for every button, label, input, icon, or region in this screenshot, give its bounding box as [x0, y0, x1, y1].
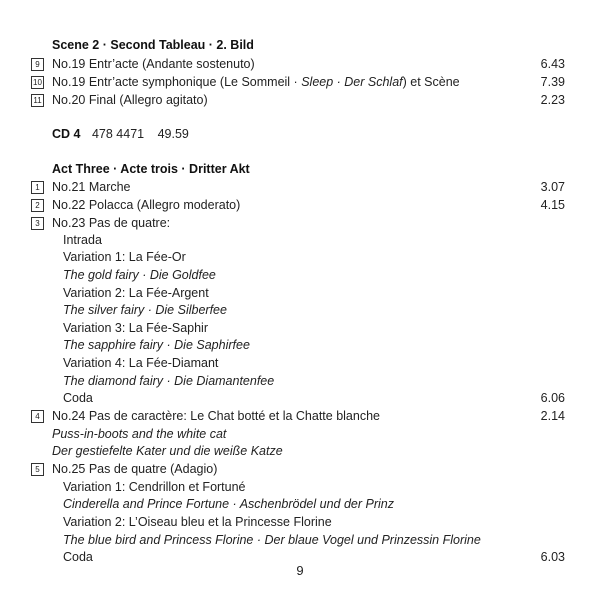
track-row	[0, 178, 600, 196]
movement-translation: The silver fairy · Die Silberfee	[63, 303, 227, 317]
track-row	[0, 460, 600, 478]
track-subline	[0, 495, 600, 513]
movement-translation: The diamond fairy · Die Diamantenfee	[63, 374, 275, 388]
track-row	[0, 91, 600, 109]
track-title: No.19 Entr’acte (Andante sostenuto)	[52, 57, 255, 71]
cd-label: CD 4	[52, 127, 81, 141]
track-title-part: ) et Scène	[402, 75, 460, 89]
movement-line: Coda	[63, 550, 93, 564]
track-duration: 2.23	[540, 93, 565, 107]
track-duration: 6.43	[540, 57, 565, 71]
track-number-box: 5	[31, 463, 44, 476]
track-title: No.21 Marche	[52, 180, 131, 194]
track-duration: 3.07	[540, 180, 565, 194]
track-subline	[0, 531, 600, 549]
track-duration: 4.15	[540, 198, 565, 212]
page-number: 9	[296, 563, 304, 578]
track-row	[0, 55, 600, 73]
movement-line: Variation 2: La Fée-Argent	[63, 286, 209, 300]
track-row	[0, 196, 600, 214]
track-title-italic: Sleep · Der Schlaf	[301, 75, 403, 89]
track-subline	[0, 284, 600, 302]
movement-line: Coda	[63, 391, 93, 405]
track-subline	[0, 389, 600, 407]
track-subline	[0, 336, 600, 354]
track-title: No.25 Pas de quatre (Adagio)	[52, 462, 218, 476]
track-title: No.20 Final (Allegro agitato)	[52, 93, 208, 107]
track-title: No.24 Pas de caractère: Le Chat botté et la Chatte blanche	[52, 409, 380, 423]
track-subline	[0, 319, 600, 337]
track-title	[52, 73, 460, 91]
track-row	[0, 214, 600, 232]
track-duration: 2.14	[540, 409, 565, 423]
movement-translation: The blue bird and Princess Florine · Der blaue Vogel und Prinzessin Florine	[63, 533, 481, 547]
track-subline	[0, 301, 600, 319]
track-row	[0, 73, 600, 91]
track-subline	[0, 266, 600, 284]
movement-line: Variation 4: La Fée-Diamant	[63, 356, 219, 370]
act3-heading: Act Three · Acte trois · Dritter Akt	[52, 162, 250, 176]
track-duration: 6.06	[540, 391, 565, 405]
track-number-box: 11	[31, 94, 44, 107]
movement-line: Variation 1: La Fée-Or	[63, 250, 186, 264]
track-title: No.22 Polacca (Allegro moderato)	[52, 198, 241, 212]
track-subline	[0, 478, 600, 496]
track-number-box: 3	[31, 217, 44, 230]
movement-translation: Cinderella and Prince Fortune · Aschenbrödel und der Prinz	[63, 497, 394, 511]
movement-translation: The gold fairy · Die Goldfee	[63, 268, 216, 282]
movement-line: Intrada	[63, 233, 102, 247]
movement-line: Variation 2: L’Oiseau bleu et la Princesse Florine	[63, 515, 332, 529]
cd-catalog-number: 478 4471	[91, 127, 145, 141]
title-translation: Der gestiefelte Kater und die weiße Katze	[52, 444, 283, 458]
movement-line: Variation 3: La Fée-Saphir	[63, 321, 208, 335]
cd-header	[52, 127, 189, 141]
track-number-box: 2	[31, 199, 44, 212]
track-title-part: No.19 Entr’acte symphonique (Le Sommeil ·	[52, 75, 302, 89]
track-number-box: 1	[31, 181, 44, 194]
track-subline	[0, 248, 600, 266]
track-number-box: 10	[31, 76, 44, 89]
movement-line: Variation 1: Cendrillon et Fortuné	[63, 480, 246, 494]
track-number-box: 4	[31, 410, 44, 423]
track-subline	[0, 442, 600, 460]
track-row	[0, 407, 600, 425]
track-subline	[0, 372, 600, 390]
track-duration: 6.03	[540, 550, 565, 564]
track-duration: 7.39	[540, 75, 565, 89]
track-subline	[0, 425, 600, 443]
track-subline	[0, 513, 600, 531]
cd-total-time: 49.59	[157, 127, 189, 141]
movement-translation: The sapphire fairy · Die Saphirfee	[63, 338, 250, 352]
track-number-box: 9	[31, 58, 44, 71]
track-title: No.23 Pas de quatre:	[52, 216, 171, 230]
scene2-heading: Scene 2 · Second Tableau · 2. Bild	[52, 38, 254, 52]
track-subline	[0, 231, 600, 249]
title-translation: Puss-in-boots and the white cat	[52, 427, 227, 441]
track-subline	[0, 354, 600, 372]
